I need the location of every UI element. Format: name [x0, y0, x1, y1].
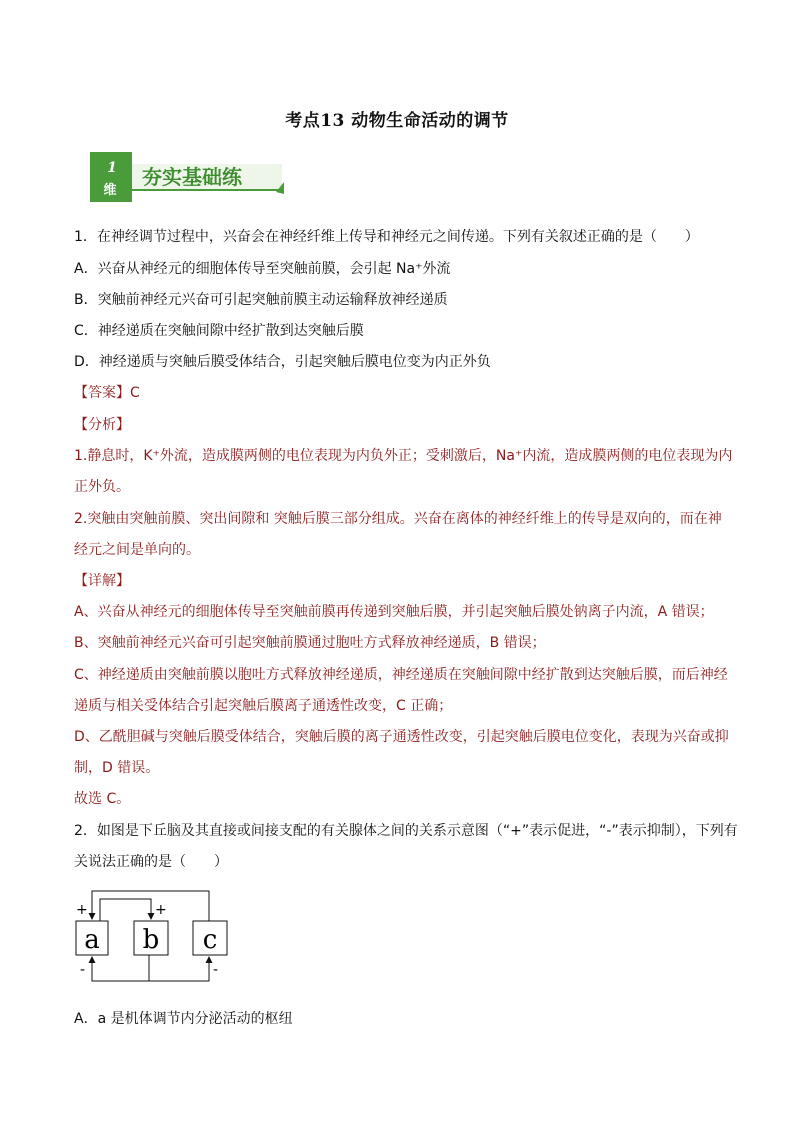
q1-option-b: B．突触前神经元兴奋可引起突触前膜主动运输释放神经递质: [74, 292, 448, 308]
page-title: 考点13 动物生命活动的调节: [285, 111, 509, 131]
q1-analysis-label: 【分析】: [74, 417, 130, 433]
q1-stem: 1．在神经调节过程中，兴奋会在神经纤维上传导和神经元之间传递。下列有关叙述正确的是（ ）: [74, 229, 699, 245]
q2-stem-line: 关说法正确的是（ ）: [74, 854, 228, 870]
q1-detail-line: C、神经递质由突触前膜以胞吐方式释放神经递质，神经递质在突触间隙中经扩散到达突触后膜，而后神经: [74, 667, 728, 683]
arrow-a-to-b: [100, 899, 151, 921]
q1-analysis-line: 2.突触由突触前膜、突出间隙和 突触后膜三部分组成。兴奋在离体的神经纤维上的传导是双向的，而在神: [74, 511, 722, 527]
q1-analysis-line: 经元之间是单向的。: [74, 542, 200, 558]
q1-detail-line: A、兴奋从神经元的细胞体传导至突触前膜再传递到突触后膜，并引起突触后膜处钠离子内流，A 错误；: [74, 604, 714, 620]
q1-option-c: C．神经递质在突触间隙中经扩散到达突触后膜: [74, 323, 364, 339]
plus-sign: +: [76, 902, 88, 918]
q1-detail-label: 【详解】: [74, 573, 130, 589]
plus-sign: +: [155, 902, 167, 918]
q1-option-d: D．神经递质与突触后膜受体结合，引起突触后膜电位变为内正外负: [74, 354, 491, 370]
q1-detail-line: D、乙酰胆碱与突触后膜受体结合，突触后膜的离子通透性改变，引起突触后膜电位变化，表现为兴奋或抑: [74, 729, 729, 745]
q1-detail-line: 递质与相关受体结合引起突触后膜离子通透性改变，C 正确；: [74, 698, 453, 714]
gland-relation-diagram: [70, 886, 250, 986]
badge-number: 1: [107, 160, 117, 176]
q1-detail-line: B、突触前神经元兴奋可引起突触前膜通过胞吐方式释放神经递质，B 错误；: [74, 635, 546, 651]
minus-sign: -: [213, 962, 219, 978]
q1-detail-line: 制，D 错误。: [74, 760, 160, 776]
arrow-b-to-c: [149, 957, 209, 981]
q2-stem-line: 2．如图是下丘脑及其直接或间接支配的有关腺体之间的关系示意图（“+”表示促进，“-”表示抑制），下列有: [74, 823, 738, 839]
label-c: c: [202, 925, 218, 955]
badge-text: 夯实基础练: [142, 165, 242, 189]
section-badge: [88, 152, 288, 202]
badge-unit: 维: [103, 183, 117, 198]
q1-conclusion: 故选 C。: [74, 791, 131, 807]
label-a: a: [84, 925, 100, 955]
q1-analysis-line: 正外负。: [74, 479, 130, 495]
q2-option-a: A．a 是机体调节内分泌活动的枢纽: [74, 1011, 293, 1027]
q1-answer: 【答案】C: [74, 385, 140, 401]
label-b: b: [142, 925, 160, 955]
q1-option-a: A．兴奋从神经元的细胞体传导至突触前膜，会引起 Na⁺外流: [74, 261, 451, 277]
minus-sign: -: [80, 962, 86, 978]
q1-analysis-line: 1.静息时，K⁺外流，造成膜两侧的电位表现为内负外正；受刺激后，Na⁺内流，造成膜两侧的电位表现为内: [74, 448, 733, 464]
arrow-b-to-a: [92, 955, 149, 981]
